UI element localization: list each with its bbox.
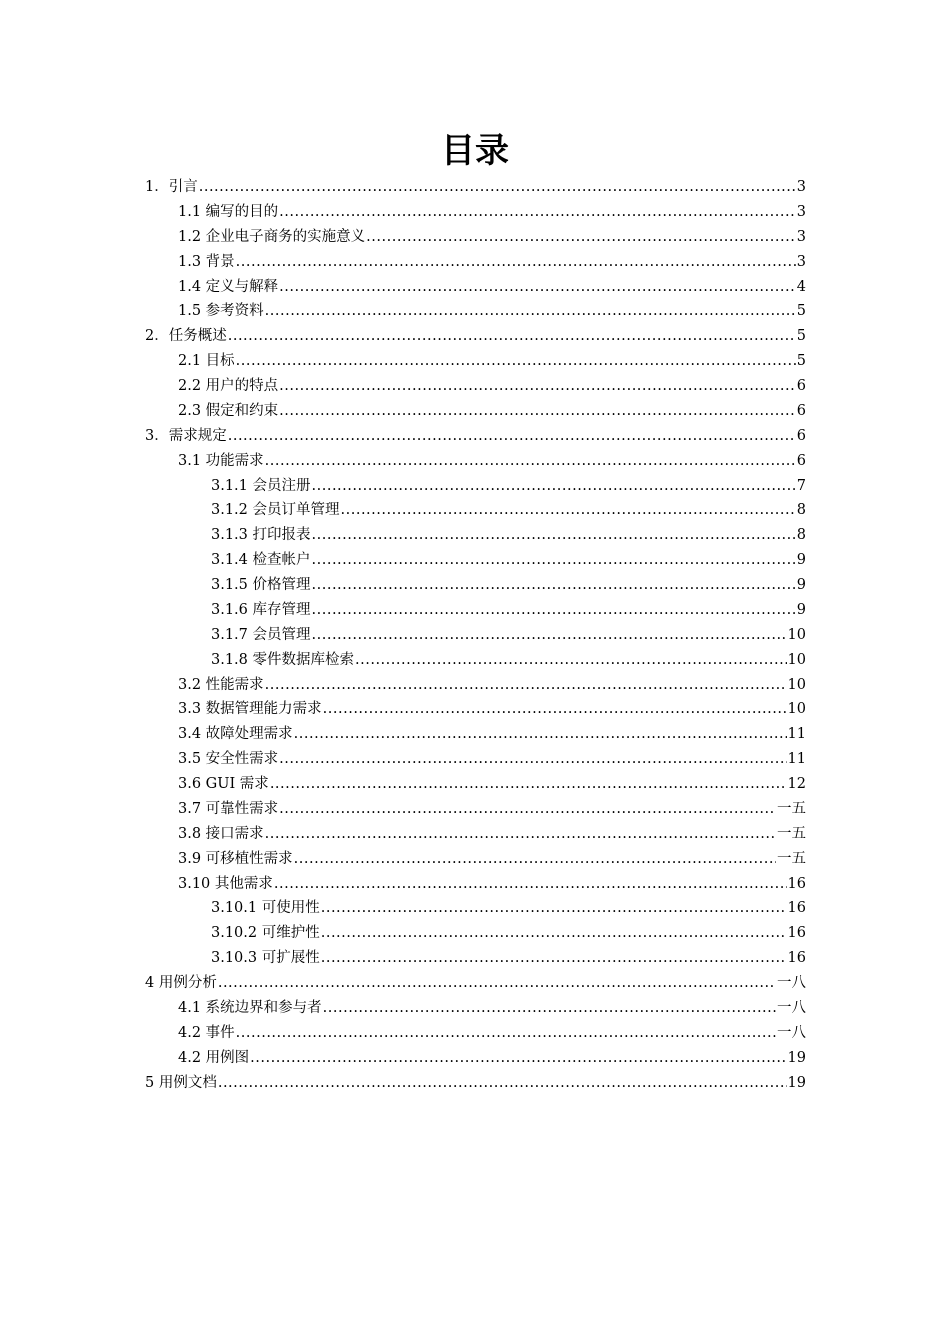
dot-leader	[321, 946, 787, 971]
dot-leader	[218, 1071, 787, 1096]
toc-entry[interactable]	[145, 324, 806, 349]
toc-page-number: 8	[796, 527, 806, 544]
toc-entry[interactable]	[145, 523, 806, 548]
toc-page-number: 19	[787, 1049, 806, 1066]
toc-entry[interactable]	[145, 399, 806, 424]
toc-entry-text: 3.1.2 会员订单管理	[211, 502, 340, 519]
dot-leader	[279, 200, 796, 225]
toc-entry-text: 3.1.1 会员注册	[211, 477, 311, 494]
dot-leader	[341, 498, 796, 523]
toc-page-number: 一八	[777, 975, 806, 991]
toc-entry[interactable]	[145, 573, 806, 598]
dot-leader	[265, 449, 796, 474]
toc-entry-text: 1.3 背景	[178, 253, 235, 270]
toc-entry-text: 3.6 GUI 需求	[178, 776, 269, 792]
toc-page-number: 12	[787, 776, 806, 792]
toc-page-number: 10	[787, 651, 806, 668]
toc-page-number: 5	[796, 353, 806, 370]
toc-entry-text: 3．需求规定	[145, 427, 227, 444]
dot-leader	[312, 623, 787, 648]
dot-leader	[366, 225, 796, 250]
toc-page-number: 10	[787, 701, 806, 718]
toc-entry-text: 2.1 目标	[178, 353, 235, 370]
toc-page-number: 8	[796, 502, 806, 519]
toc-page-number: 16	[787, 875, 806, 892]
toc-page-number: 一八	[777, 999, 806, 1016]
dot-leader	[199, 175, 796, 200]
toc-entry[interactable]	[145, 449, 806, 474]
toc-entry[interactable]	[145, 872, 806, 897]
toc-entry[interactable]	[145, 697, 806, 722]
toc-entry-text: 4.2 事件	[178, 1024, 235, 1041]
dot-leader	[265, 822, 776, 847]
dot-leader	[279, 374, 796, 399]
dot-leader	[265, 299, 796, 324]
dot-leader	[270, 772, 787, 797]
dot-leader	[294, 722, 787, 747]
toc-entry[interactable]	[145, 1021, 806, 1046]
toc-entry-text: 3.3 数据管理能力需求	[178, 701, 322, 718]
toc-page-number: 10	[787, 676, 806, 693]
toc-page-number: 9	[796, 601, 806, 618]
toc-entry-text: 3.8 接口需求	[178, 825, 264, 842]
toc-list	[145, 175, 806, 1095]
toc-entry-text: 3.10.1 可使用性	[211, 900, 320, 917]
toc-page-number: 3	[796, 253, 806, 270]
toc-page-number: 6	[796, 427, 806, 444]
toc-entry[interactable]	[145, 374, 806, 399]
toc-entry[interactable]	[145, 722, 806, 747]
toc-entry-text: 3.1.5 价格管理	[211, 577, 311, 593]
toc-entry-text: 3.1.7 会员管理	[211, 626, 311, 643]
toc-entry-text: 1．引言	[145, 179, 198, 195]
toc-entry[interactable]	[145, 424, 806, 449]
toc-entry[interactable]	[145, 1046, 806, 1071]
toc-entry[interactable]	[145, 896, 806, 921]
toc-entry-text: 3.10 其他需求	[178, 875, 273, 892]
dot-leader	[323, 996, 776, 1021]
toc-page-number: 16	[787, 950, 806, 967]
toc-entry-text: 2．任务概述	[145, 328, 227, 345]
dot-leader	[312, 573, 796, 598]
toc-page-number: 6	[796, 452, 806, 469]
toc-entry[interactable]	[145, 673, 806, 698]
toc-entry[interactable]	[145, 648, 806, 673]
toc-entry-text: 3.10.2 可维护性	[211, 925, 320, 942]
dot-leader	[321, 921, 787, 946]
dot-leader	[250, 1046, 786, 1071]
toc-page-number: 一八	[777, 1024, 806, 1041]
dot-leader	[274, 872, 787, 897]
toc-entry-text: 3.2 性能需求	[178, 676, 264, 693]
toc-entry[interactable]	[145, 996, 806, 1021]
toc-entry-text: 4.2 用例图	[178, 1049, 250, 1066]
toc-entry[interactable]	[145, 772, 806, 797]
toc-entry-text: 3.1.8 零件数据库检索	[211, 651, 355, 668]
toc-page-number: 3	[796, 228, 806, 245]
dot-leader	[265, 673, 787, 698]
toc-entry-text: 3.7 可靠性需求	[178, 800, 279, 817]
toc-page-number: 9	[796, 577, 806, 593]
toc-entry[interactable]	[145, 250, 806, 275]
toc-page-number: 11	[787, 726, 806, 743]
dot-leader	[279, 747, 786, 772]
toc-entry-text: 3.4 故障处理需求	[178, 726, 293, 743]
dot-leader	[236, 1021, 776, 1046]
toc-entry-text: 1.5 参考资料	[178, 303, 264, 320]
dot-leader	[312, 598, 796, 623]
toc-page-number: 11	[787, 751, 806, 768]
dot-leader	[279, 797, 776, 822]
toc-entry-text: 3.1.6 库存管理	[211, 601, 311, 618]
dot-leader	[312, 523, 796, 548]
dot-leader	[218, 971, 776, 996]
toc-page-number: 一五	[777, 825, 806, 842]
toc-page-number: 16	[787, 900, 806, 917]
dot-leader	[321, 896, 787, 921]
toc-entry[interactable]	[145, 921, 806, 946]
dot-leader	[236, 349, 796, 374]
toc-entry[interactable]	[145, 548, 806, 573]
toc-entry-text: 3.1.4 检查帐户	[211, 552, 311, 569]
dot-leader	[236, 250, 796, 275]
dot-leader	[279, 399, 796, 424]
toc-entry[interactable]	[145, 200, 806, 225]
toc-page-number: 9	[796, 552, 806, 569]
toc-entry[interactable]	[145, 474, 806, 499]
toc-page-number: 5	[796, 303, 806, 320]
toc-entry[interactable]	[145, 349, 806, 374]
toc-page-number: 6	[796, 402, 806, 419]
toc-entry[interactable]	[145, 175, 806, 200]
toc-entry[interactable]	[145, 299, 806, 324]
dot-leader	[228, 424, 796, 449]
toc-entry-text: 4 用例分析	[145, 975, 217, 991]
toc-entry[interactable]	[145, 946, 806, 971]
toc-page-number: 7	[796, 477, 806, 494]
toc-entry-text: 2.3 假定和约束	[178, 402, 279, 419]
dot-leader	[312, 474, 796, 499]
toc-page-number: 5	[796, 328, 806, 345]
toc-entry[interactable]	[145, 623, 806, 648]
toc-entry-text: 3.10.3 可扩展性	[211, 950, 320, 967]
dot-leader	[228, 324, 796, 349]
toc-entry[interactable]	[145, 598, 806, 623]
dot-leader	[312, 548, 796, 573]
toc-entry-text: 1.1 编写的目的	[178, 203, 279, 220]
toc-entry-text: 4.1 系统边界和参与者	[178, 999, 322, 1016]
toc-page-number: 19	[787, 1074, 806, 1091]
toc-entry-text: 2.2 用户的特点	[178, 378, 279, 394]
toc-entry-text: 3.5 安全性需求	[178, 751, 279, 768]
toc-page-number: 6	[796, 378, 806, 394]
toc-entry[interactable]	[145, 1071, 806, 1096]
toc-page-number: 3	[796, 203, 806, 220]
toc-entry[interactable]	[145, 275, 806, 300]
toc-entry[interactable]	[145, 797, 806, 822]
toc-page-number: 一五	[777, 800, 806, 817]
toc-page-number: 16	[787, 925, 806, 942]
dot-leader	[279, 275, 796, 300]
toc-page-number: 10	[787, 626, 806, 643]
toc-entry-text: 1.4 定义与解释	[178, 278, 279, 295]
toc-entry-text: 3.1.3 打印报表	[211, 527, 311, 544]
toc-entry[interactable]	[145, 822, 806, 847]
dot-leader	[294, 847, 776, 872]
toc-entry-text: 1.2 企业电子商务的实施意义	[178, 228, 366, 245]
toc-page-number: 一五	[777, 850, 806, 867]
dot-leader	[323, 697, 787, 722]
toc-page-number: 3	[796, 179, 806, 195]
toc-title: 目录	[441, 131, 509, 171]
toc-entry[interactable]	[145, 971, 806, 996]
toc-page-number: 4	[796, 278, 806, 295]
toc-entry-text: 3.1 功能需求	[178, 452, 264, 469]
toc-entry[interactable]	[145, 847, 806, 872]
toc-entry[interactable]	[145, 225, 806, 250]
toc-entry-text: 3.9 可移植性需求	[178, 850, 293, 867]
toc-entry-text: 5 用例文档	[145, 1074, 217, 1091]
toc-entry[interactable]	[145, 498, 806, 523]
dot-leader	[355, 648, 787, 673]
toc-entry[interactable]	[145, 747, 806, 772]
